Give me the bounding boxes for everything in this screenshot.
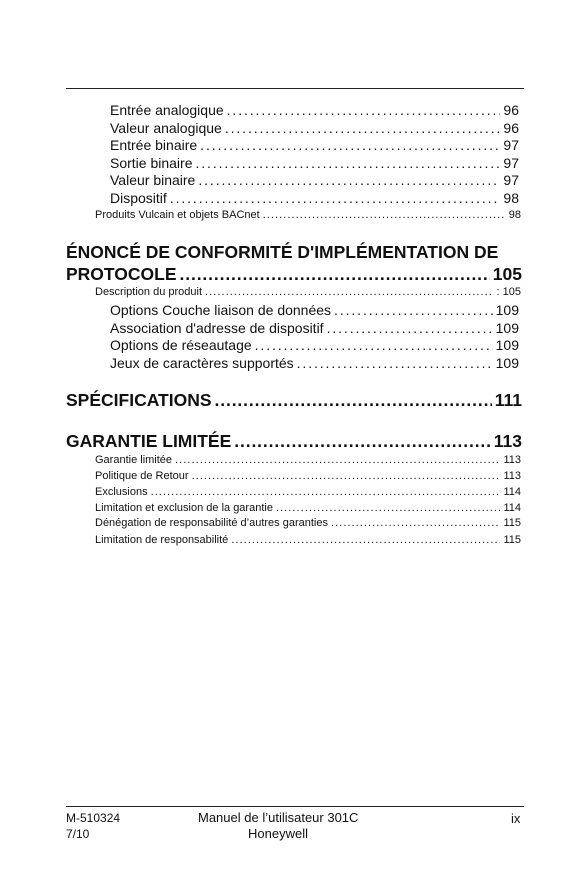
toc-dot-leader xyxy=(276,502,501,514)
toc-entry-title: Garantie limitée xyxy=(95,454,173,466)
footer-date: 7/10 xyxy=(66,827,90,841)
toc-entry-title: Options de réseautage xyxy=(110,337,252,353)
toc-entry-title: Limitation de responsabilité xyxy=(95,534,229,546)
toc-entry-page: 96 xyxy=(503,120,519,136)
toc-dot-leader xyxy=(198,172,500,188)
toc-entry[interactable] xyxy=(66,390,522,411)
toc-dot-leader xyxy=(297,355,493,371)
toc-entry-title: Description du produit xyxy=(95,286,203,298)
toc-entry-title: Exclusions xyxy=(95,486,148,498)
footer-manual-title: Manuel de l’utilisateur 301C xyxy=(198,810,359,825)
toc-entry-page: 96 xyxy=(503,102,519,118)
toc-entry[interactable] xyxy=(95,517,521,529)
toc-entry-title: Entrée binaire xyxy=(110,137,198,153)
footer-doc-number: M-510324 xyxy=(66,811,121,825)
toc-dot-leader xyxy=(151,486,501,498)
toc-entry-title: Dispositif xyxy=(110,190,167,206)
toc-entry-title: Association d'adresse de dispositif xyxy=(110,320,324,336)
toc-entry-title: Dénégation de responsabilité d’autres garanties xyxy=(95,517,328,529)
toc-dot-leader xyxy=(234,431,490,452)
toc-dot-leader xyxy=(327,320,493,336)
toc-entry-title: Jeux de caractères supportés xyxy=(110,355,294,371)
toc-entry[interactable] xyxy=(95,454,521,466)
header-rule xyxy=(66,88,524,89)
toc-entry[interactable] xyxy=(95,486,521,498)
toc-entry-page: 113 xyxy=(493,431,522,451)
toc-entry-page: 98 xyxy=(508,209,521,221)
footer-page-number: ix xyxy=(511,811,521,826)
toc-entry-page: 109 xyxy=(495,355,519,371)
toc-dot-leader xyxy=(225,120,501,136)
toc-entry-title: Politique de Retour xyxy=(95,470,189,482)
toc-dot-leader xyxy=(192,470,501,482)
toc-entry-title: PROTOCOLE xyxy=(66,264,177,284)
toc-entry-page: 97 xyxy=(503,155,519,171)
toc-dot-leader xyxy=(215,390,492,411)
toc-entry[interactable] xyxy=(110,190,519,206)
toc-dot-leader xyxy=(231,534,500,546)
toc-entry-title: Sortie binaire xyxy=(110,155,193,171)
toc-dot-leader xyxy=(205,286,494,298)
toc-entry[interactable] xyxy=(110,172,519,188)
toc-dot-leader xyxy=(170,190,501,206)
toc-dot-leader xyxy=(331,517,500,529)
toc-entry-title: Valeur binaire xyxy=(110,172,196,188)
toc-heading-conformity: ÉNONCÉ DE CONFORMITÉ D'IMPLÉMENTATION DE xyxy=(66,242,499,262)
toc-entry-page: 98 xyxy=(503,190,519,206)
toc-entry-page: 114 xyxy=(503,502,521,514)
toc-entry[interactable] xyxy=(110,302,519,318)
toc-entry[interactable] xyxy=(95,209,521,221)
toc-dot-leader xyxy=(196,155,501,171)
toc-entry[interactable] xyxy=(110,102,519,118)
toc-dot-leader xyxy=(200,137,500,153)
toc-entry-page: 115 xyxy=(503,517,521,529)
toc-dot-leader xyxy=(175,454,500,466)
toc-entry-title: SPÉCIFICATIONS xyxy=(66,390,212,410)
footer-company: Honeywell xyxy=(248,826,308,841)
toc-entry-page: 97 xyxy=(503,172,519,188)
toc-entry-page: 111 xyxy=(494,390,522,410)
toc-entry[interactable] xyxy=(110,355,519,371)
toc-dot-leader xyxy=(180,264,490,285)
toc-entry-page: 109 xyxy=(495,302,519,318)
toc-entry-title: GARANTIE LIMITÉE xyxy=(66,431,232,451)
toc-entry[interactable] xyxy=(95,286,521,298)
toc-entry[interactable] xyxy=(95,502,521,514)
toc-entry[interactable] xyxy=(66,431,522,452)
toc-entry-page: 109 xyxy=(495,337,519,353)
toc-entry[interactable] xyxy=(66,264,522,285)
toc-entry-page: 97 xyxy=(503,137,519,153)
toc-entry-title: Options Couche liaison de données xyxy=(110,302,332,318)
toc-entry-page: 105 xyxy=(492,264,522,284)
toc-entry-page: 115 xyxy=(503,534,521,546)
toc-entry-title: Produits Vulcain et objets BACnet xyxy=(95,209,260,221)
toc-entry[interactable] xyxy=(95,470,521,482)
footer-rule xyxy=(66,806,524,807)
toc-entry[interactable] xyxy=(110,337,519,353)
toc-entry[interactable] xyxy=(110,120,519,136)
toc-dot-leader xyxy=(255,337,493,353)
toc-entry-page: : 105 xyxy=(496,286,521,298)
toc-dot-leader xyxy=(334,302,493,318)
toc-entry[interactable] xyxy=(95,534,521,546)
toc-entry-page: 114 xyxy=(503,486,521,498)
toc-entry-title: Valeur analogique xyxy=(110,120,222,136)
toc-entry[interactable] xyxy=(110,320,519,336)
toc-dot-leader xyxy=(263,209,506,221)
toc-entry-page: 113 xyxy=(503,470,521,482)
toc-entry[interactable] xyxy=(110,155,519,171)
toc-dot-leader xyxy=(227,102,501,118)
toc-entry[interactable] xyxy=(110,137,519,153)
toc-entry-page: 113 xyxy=(503,454,521,466)
toc-entry-title: Entrée analogique xyxy=(110,102,224,118)
toc-entry-page: 109 xyxy=(495,320,519,336)
toc-entry-title: Limitation et exclusion de la garantie xyxy=(95,502,273,514)
